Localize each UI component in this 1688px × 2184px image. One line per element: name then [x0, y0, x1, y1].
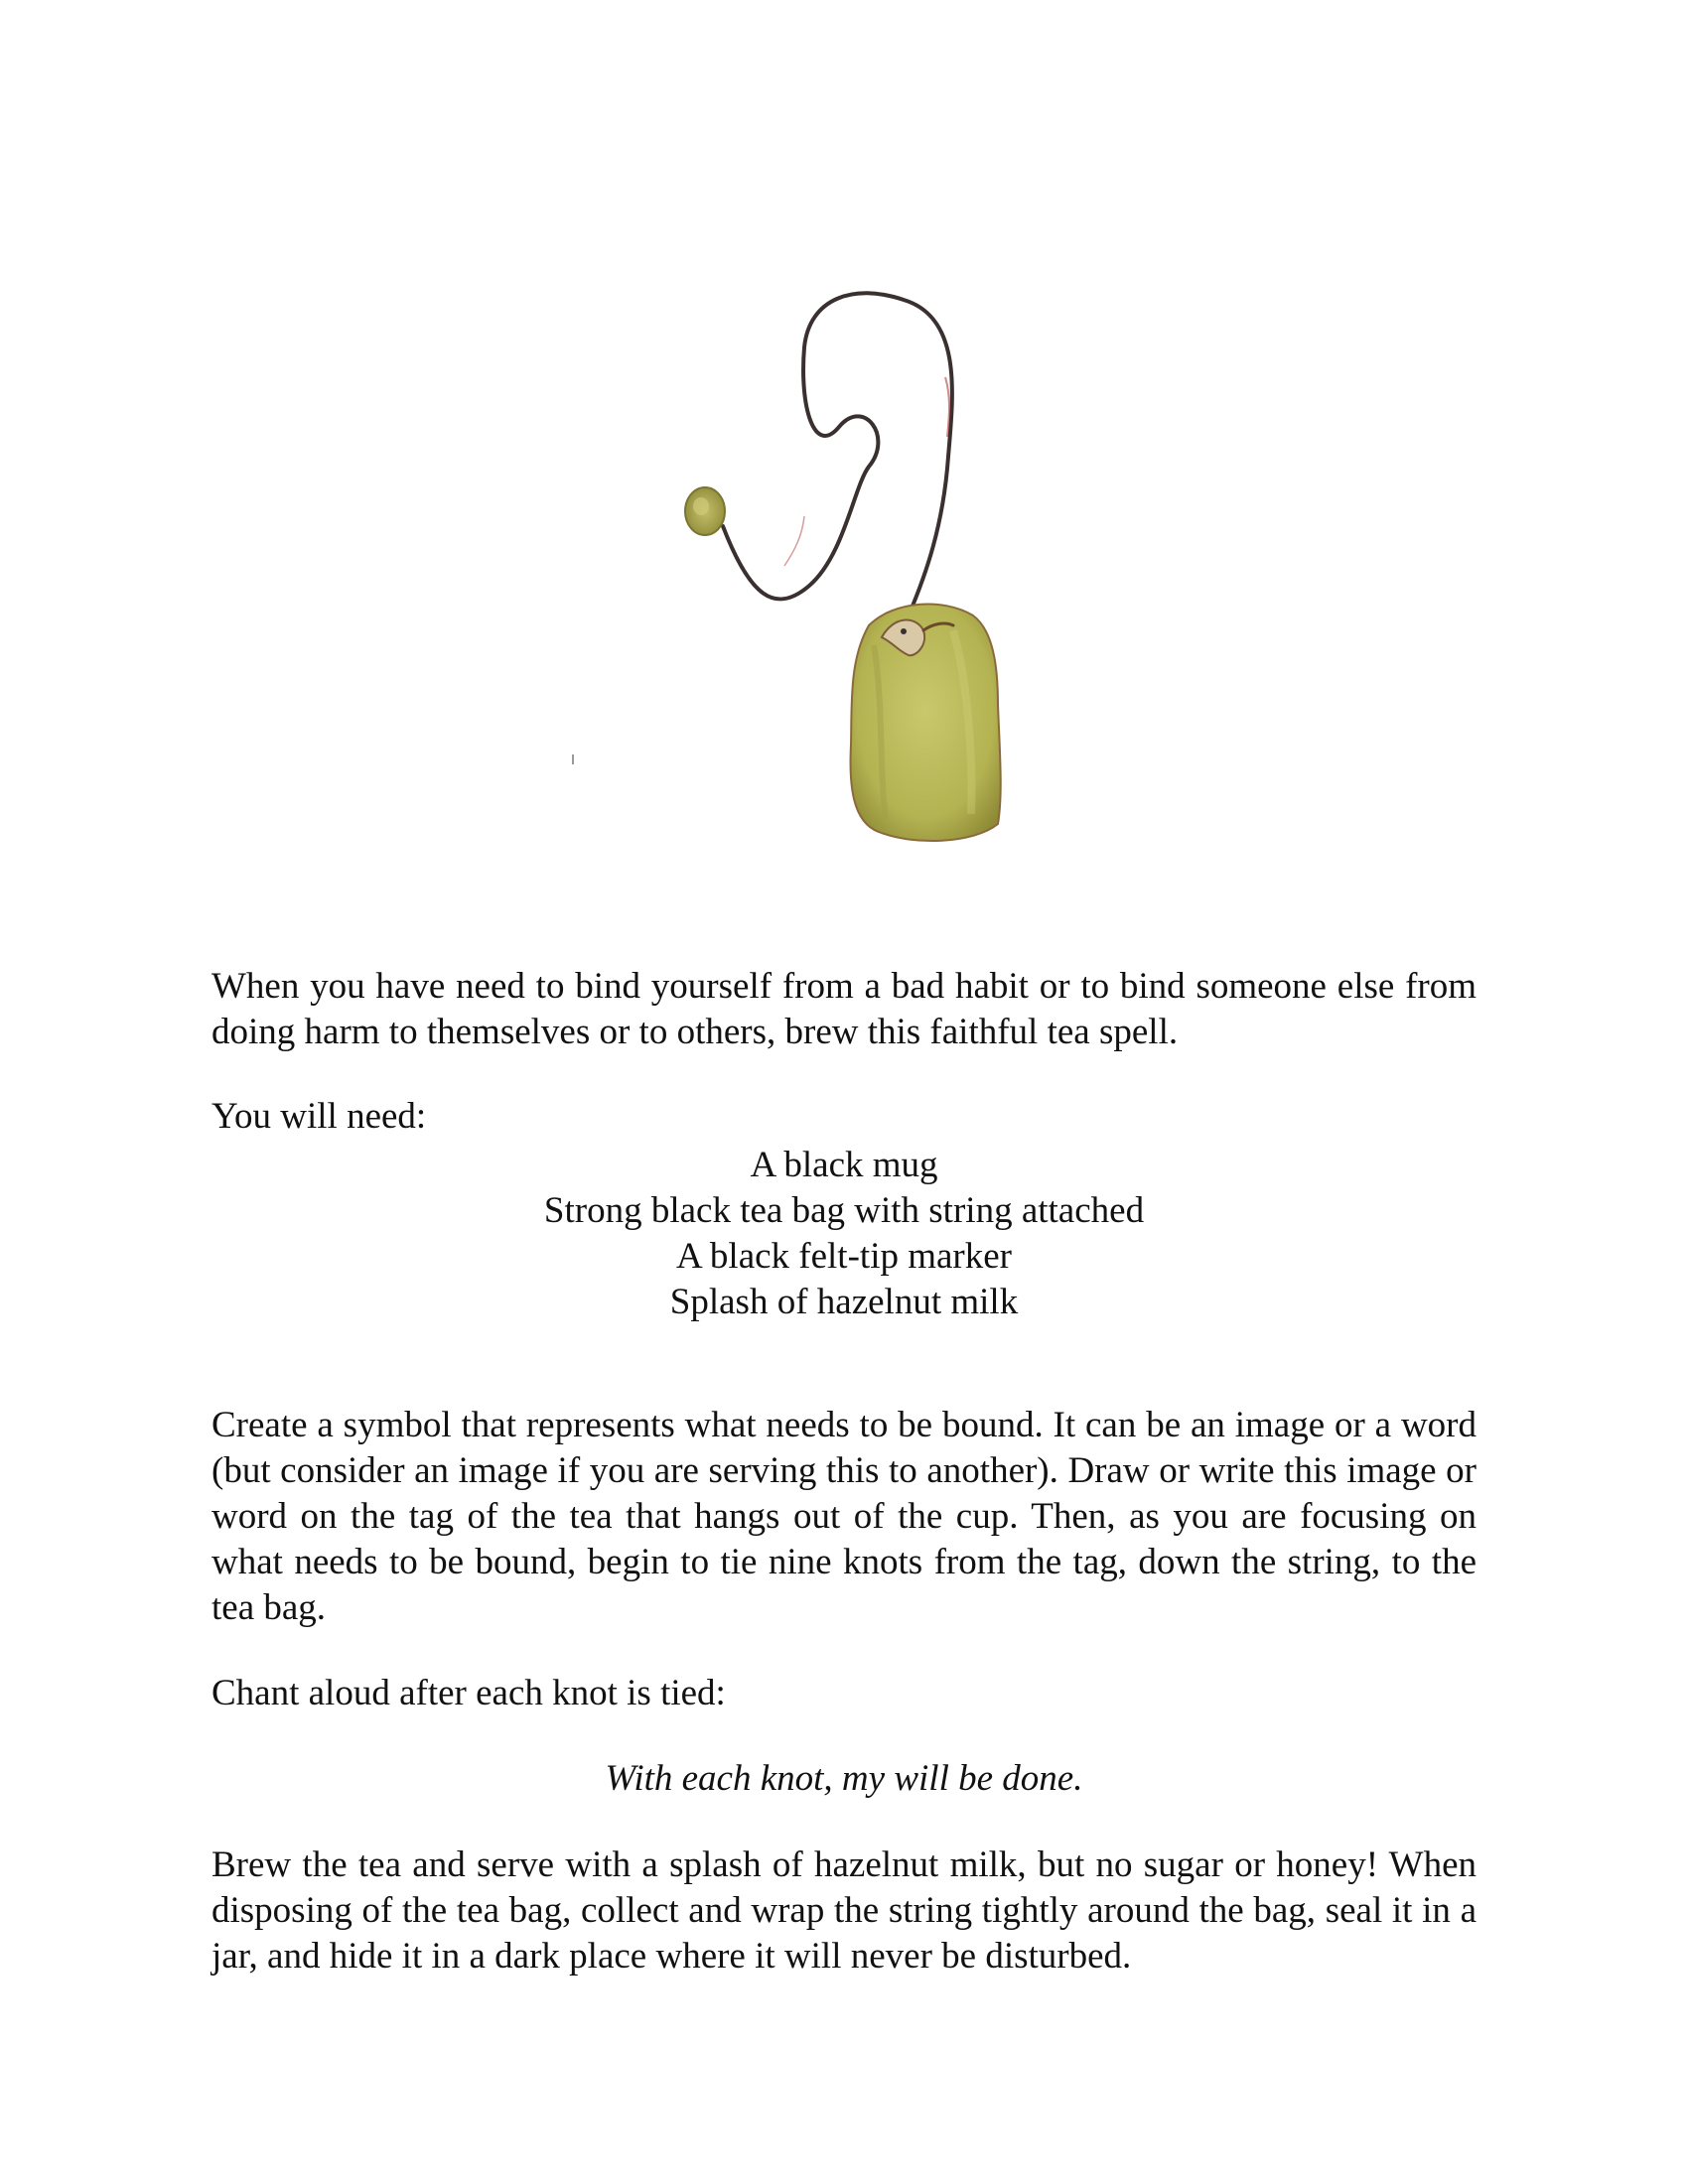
ingredients-list [211, 1143, 1477, 1325]
incantation: With each knot, my will be done. [605, 1758, 1083, 1799]
instructions-paragraph: Create a symbol that represents what needs to be bound. It can be an image or a word (but consider an image if you are serving this to another). Draw or write this image or word on the tag of the tea that hangs out of the cup. Then, as you are focusing on what needs to be bound, begin to tie nine knots from the tag, down the string, to the tea bag. [211, 1405, 1477, 1628]
ingredient-item: Splash of hazelnut milk [669, 1282, 1019, 1322]
needs-heading: You will need: [211, 1096, 427, 1137]
tea-bag-body [851, 605, 1001, 842]
ingredient-item: A black felt-tip marker [675, 1236, 1012, 1277]
intro-paragraph: When you have need to bind yourself from a bad habit or to bind someone else from doing harm to themselves or to others, brew this faithful tea spell. [211, 966, 1477, 1052]
ingredient-item: Strong black tea bag with string attached [543, 1190, 1145, 1231]
ingredient-item: A black mug [750, 1145, 938, 1185]
closing-paragraph: Brew the tea and serve with a splash of hazelnut milk, but no sugar or honey! When disposing of the tea bag, collect and wrap the string tightly around the bag, seal it in a jar, and hide it in a dark place where it will never be disturbed. [211, 1844, 1477, 1977]
stray-mark [572, 754, 574, 764]
chant-intro: Chant aloud after each knot is tied: [211, 1673, 726, 1713]
tea-bag-icon [655, 288, 1033, 854]
tea-string [723, 293, 952, 625]
